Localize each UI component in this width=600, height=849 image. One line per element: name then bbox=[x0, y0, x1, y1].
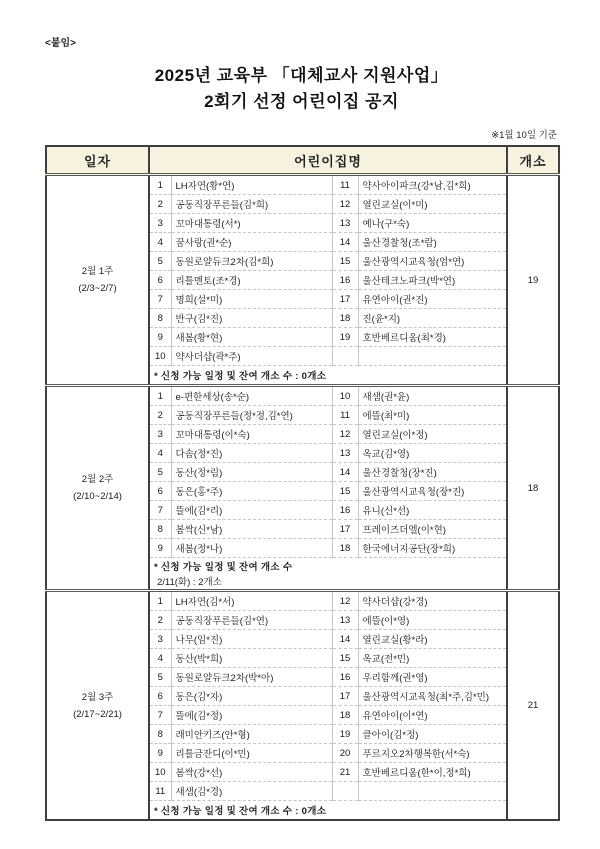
table-row bbox=[46, 591, 559, 611]
entry-number: 21 bbox=[332, 763, 358, 782]
entry-name: 옥교(김*영) bbox=[358, 444, 507, 463]
section-week-label: 2월 3주 bbox=[81, 691, 114, 703]
entry-name: 울산광역시교육청(장*진) bbox=[358, 482, 507, 501]
section-week-range: (2/3~2/7) bbox=[78, 283, 117, 294]
entry-name: 에뜰(최*미) bbox=[358, 406, 507, 425]
entry-name: LH자연(김*서) bbox=[171, 591, 332, 611]
entry-name: 진(윤*지) bbox=[358, 309, 507, 328]
section-footer bbox=[149, 366, 507, 386]
entry-name bbox=[358, 347, 507, 366]
entry-number: 12 bbox=[332, 425, 358, 444]
section-week-cell bbox=[46, 591, 149, 821]
entry-number: 16 bbox=[332, 271, 358, 290]
entry-number: 4 bbox=[149, 444, 171, 463]
section-week-label: 2월 2주 bbox=[81, 474, 114, 485]
entry-name: 우리함께(권*영) bbox=[358, 668, 507, 687]
entry-number: 19 bbox=[332, 725, 358, 744]
entry-name: 동원로얄듀크2차(박*아) bbox=[171, 668, 332, 687]
entry-number: 18 bbox=[332, 706, 358, 725]
entry-number: 7 bbox=[149, 290, 171, 309]
entry-number: 5 bbox=[149, 463, 171, 482]
table-body bbox=[46, 175, 559, 821]
entry-name: 푸르지오2차행복한(서*숙) bbox=[358, 744, 507, 763]
entry-name: 동은(홍*주) bbox=[171, 482, 332, 501]
entry-number: 10 bbox=[149, 763, 171, 782]
entry-name: 울산광역시교육청(엄*연) bbox=[358, 252, 507, 271]
entry-name: 공동직장푸른들(김*희) bbox=[171, 195, 332, 214]
footer-note: * 신청 가능 일정 및 잔여 개소 수 : 0개소 bbox=[154, 371, 327, 382]
entry-number: 19 bbox=[332, 328, 358, 347]
section-week-range: (2/17~2/21) bbox=[73, 708, 122, 720]
entry-name: 반구(김*진) bbox=[171, 309, 332, 328]
footer-note-detail: 2/11(화) : 2개소 bbox=[157, 577, 222, 588]
entry-number: 7 bbox=[149, 501, 171, 520]
header-date: 일자 bbox=[46, 146, 149, 175]
table-header-row bbox=[46, 146, 559, 175]
header-name: 어린이집명 bbox=[149, 146, 507, 175]
title-line-1: 2025년 교육부 「대체교사 지원사업」 bbox=[154, 66, 449, 85]
entry-name: 울산광역시교육청(최*주,김*민) bbox=[358, 687, 507, 706]
entry-name: 새봄(정*나) bbox=[171, 539, 332, 558]
entry-name: 새샘(김*경) bbox=[171, 782, 332, 801]
section-footer bbox=[149, 558, 507, 591]
entry-number: 6 bbox=[149, 482, 171, 501]
section-week-label: 2월 1주 bbox=[81, 266, 114, 277]
entry-name: 동원로얄듀크2차(김*희) bbox=[171, 252, 332, 271]
entry-number: 16 bbox=[332, 501, 358, 520]
daycare-table bbox=[45, 145, 560, 821]
entry-name: 울산테크노파크(박*연) bbox=[358, 271, 507, 290]
entry-number: 17 bbox=[332, 290, 358, 309]
entry-name: 봄싹(강*선) bbox=[171, 763, 332, 782]
page-title bbox=[45, 63, 558, 115]
attachment-label: <붙임> bbox=[45, 38, 76, 49]
entry-name: 뜰에(김*정) bbox=[171, 706, 332, 725]
entry-number: 9 bbox=[149, 328, 171, 347]
section-footer bbox=[149, 801, 507, 821]
entry-number: 7 bbox=[149, 706, 171, 725]
entry-number: 3 bbox=[149, 214, 171, 233]
entry-number: 8 bbox=[149, 309, 171, 328]
entry-name: 프레이즈더엘(이*현) bbox=[358, 520, 507, 539]
entry-name: e-편한세상(송*순) bbox=[171, 386, 332, 406]
entry-number: 11 bbox=[149, 782, 171, 801]
entry-name: LH자연(황*연) bbox=[171, 175, 332, 195]
entry-number: 4 bbox=[149, 233, 171, 252]
section-week-range: (2/10~2/14) bbox=[73, 491, 122, 502]
entry-name: 열린교실(황*라) bbox=[358, 630, 507, 649]
reference-date-note: ※1월 10일 기준 bbox=[491, 130, 557, 141]
entry-number: 4 bbox=[149, 649, 171, 668]
entry-number: 14 bbox=[332, 233, 358, 252]
section-week-cell bbox=[46, 175, 149, 386]
entry-name: 봄싹(신*남) bbox=[171, 520, 332, 539]
entry-name: 꼬마대통령(서*) bbox=[171, 214, 332, 233]
section-week-cell bbox=[46, 386, 149, 591]
entry-name: 유연아이(권*진) bbox=[358, 290, 507, 309]
entry-name: 열린교실(이*정) bbox=[358, 425, 507, 444]
entry-name: 꼬마대통령(이*숙) bbox=[171, 425, 332, 444]
entry-number: 1 bbox=[149, 175, 171, 195]
entry-number: 10 bbox=[149, 347, 171, 366]
entry-number bbox=[332, 782, 358, 801]
section-count-cell: 19 bbox=[527, 274, 539, 286]
entry-name: 약사더샵(강*경) bbox=[358, 591, 507, 611]
entry-number: 1 bbox=[149, 591, 171, 611]
entry-name: 열린교실(이*미) bbox=[358, 195, 507, 214]
entry-name: 약사더샵(곽*주) bbox=[171, 347, 332, 366]
entry-number: 9 bbox=[149, 539, 171, 558]
footer-note: * 신청 가능 일정 및 잔여 개소 수 : 0개소 bbox=[154, 806, 327, 817]
entry-name: 울산경찰청(조*람) bbox=[358, 233, 507, 252]
entry-number: 14 bbox=[332, 630, 358, 649]
entry-name: 리틀금잔디(이*민) bbox=[171, 744, 332, 763]
entry-name: 래미안키즈(안*형) bbox=[171, 725, 332, 744]
entry-number: 20 bbox=[332, 744, 358, 763]
entry-name: 공동직장푸른들(정*정,김*연) bbox=[171, 406, 332, 425]
entry-number: 12 bbox=[332, 195, 358, 214]
entry-number: 12 bbox=[332, 591, 358, 611]
entry-name: 새봄(황*현) bbox=[171, 328, 332, 347]
entry-name: 약사아이파크(강*남,김*희) bbox=[358, 175, 507, 195]
entry-name: 호반베르디움(한*이,정*희) bbox=[358, 763, 507, 782]
entry-number: 13 bbox=[332, 444, 358, 463]
entry-number: 6 bbox=[149, 687, 171, 706]
entry-name: 울산경찰청(장*진) bbox=[358, 463, 507, 482]
section-count-cell: 21 bbox=[507, 591, 559, 821]
table-row bbox=[46, 386, 559, 406]
entry-name: 동산(정*림) bbox=[171, 463, 332, 482]
entry-name: 동은(김*자) bbox=[171, 687, 332, 706]
entry-name: 꿈사랑(권*순) bbox=[171, 233, 332, 252]
entry-name: 유연아이(이*연) bbox=[358, 706, 507, 725]
entry-name: 나무(임*진) bbox=[171, 630, 332, 649]
entry-number: 11 bbox=[332, 175, 358, 195]
entry-name: 공동직장푸른들(김*연) bbox=[171, 611, 332, 630]
entry-number: 8 bbox=[149, 725, 171, 744]
entry-number: 6 bbox=[149, 271, 171, 290]
entry-number: 17 bbox=[332, 520, 358, 539]
entry-name: 뜰에(김*리) bbox=[171, 501, 332, 520]
entry-number: 13 bbox=[332, 214, 358, 233]
footer-note: * 신청 가능 일정 및 잔여 개소 수 bbox=[154, 562, 293, 573]
title-line-2: 2회기 선정 어린이집 공지 bbox=[204, 92, 399, 111]
entry-name: 동산(박*희) bbox=[171, 649, 332, 668]
entry-number: 2 bbox=[149, 406, 171, 425]
entry-number: 8 bbox=[149, 520, 171, 539]
entry-number: 18 bbox=[332, 309, 358, 328]
entry-name: 리틀멘토(조*경) bbox=[171, 271, 332, 290]
entry-number: 15 bbox=[332, 252, 358, 271]
entry-number: 13 bbox=[332, 611, 358, 630]
entry-number: 3 bbox=[149, 425, 171, 444]
entry-name: 새샘(권*윤) bbox=[358, 386, 507, 406]
entry-number: 5 bbox=[149, 252, 171, 271]
entry-number bbox=[332, 347, 358, 366]
entry-number: 11 bbox=[332, 406, 358, 425]
entry-name: 다솜(정*진) bbox=[171, 444, 332, 463]
entry-name: 에뜰(이*영) bbox=[358, 611, 507, 630]
table-row bbox=[46, 175, 559, 195]
entry-number: 17 bbox=[332, 687, 358, 706]
entry-name: 한국에너지공단(장*희) bbox=[358, 539, 507, 558]
entry-number: 18 bbox=[332, 539, 358, 558]
entry-name: 클아이(김*정) bbox=[358, 725, 507, 744]
entry-number: 15 bbox=[332, 649, 358, 668]
entry-number: 16 bbox=[332, 668, 358, 687]
entry-number: 3 bbox=[149, 630, 171, 649]
entry-number: 5 bbox=[149, 668, 171, 687]
entry-name: 옥교(전*민) bbox=[358, 649, 507, 668]
entry-name: 호반베르디움(최*경) bbox=[358, 328, 507, 347]
section-count-cell: 18 bbox=[507, 386, 559, 591]
entry-name: 유니(신*선) bbox=[358, 501, 507, 520]
entry-number: 1 bbox=[149, 386, 171, 406]
entry-name: 예나(구*숙) bbox=[358, 214, 507, 233]
entry-name: 명희(설*미) bbox=[171, 290, 332, 309]
entry-name bbox=[358, 782, 507, 801]
entry-number: 15 bbox=[332, 482, 358, 501]
entry-number: 14 bbox=[332, 463, 358, 482]
entry-number: 9 bbox=[149, 744, 171, 763]
entry-number: 2 bbox=[149, 611, 171, 630]
header-count: 개소 bbox=[507, 146, 559, 175]
entry-number: 2 bbox=[149, 195, 171, 214]
entry-number: 10 bbox=[332, 386, 358, 406]
